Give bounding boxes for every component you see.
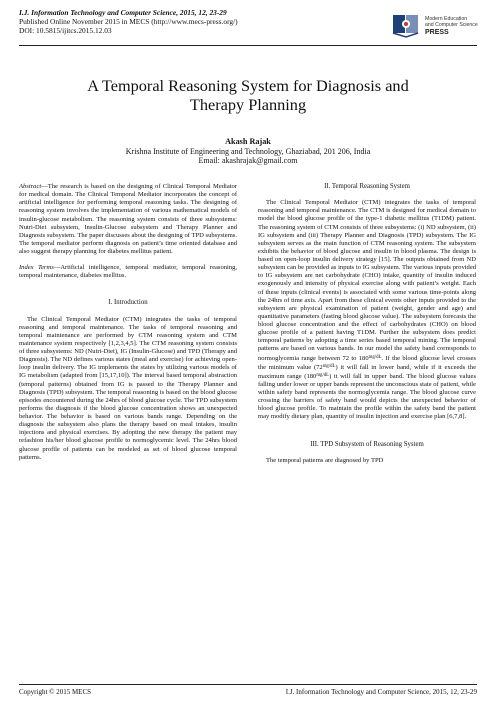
unit-mg-dl: mg/dL — [316, 372, 330, 378]
logo-press: PRESS — [425, 29, 449, 36]
section-heading-tpd: III. TPD Subsystem of Reasoning System — [310, 440, 424, 448]
index-terms-text: —Artificial intelligence, temporal mediator, temporal reasoning, temporal maintenance, diabetes mellitus. — [19, 264, 237, 280]
section-heading-introduction: I. Introduction — [108, 299, 148, 307]
author-block — [19, 137, 477, 166]
doi-line: DOI: 10.5815/ijitcs.2015.12.03 — [19, 26, 112, 35]
footer-copyright: Copyright © 2015 MECS — [19, 688, 92, 696]
index-terms — [19, 264, 237, 280]
section-heading-temporal-reasoning: II. Temporal Reasoning System — [324, 183, 410, 190]
unit-mg-dl: mg/dL — [368, 354, 382, 360]
published-online-line: Published Online November 2015 in MECS (http://www.mecs-press.org/) — [19, 17, 238, 26]
logo-text: Modern Education and Computer Science — [425, 16, 478, 28]
right-column — [258, 183, 476, 465]
author-name: Akash Rajak — [225, 137, 271, 146]
introduction-text: The Clinical Temporal Mediator (CTM) integrates the tasks of temporal reasoning and temporal maintenance. The tasks of temporal reasoning and temporal maintenance are performed by CTM reasoning system and CTM maintenance system respectively [1,2,3,4,5]. The CTM reasoning system consists of three subsystems: ND (Nutri-Diet), IG (Insulin-Glucose) and TPD (Therapy and Diagnosis). The ND defines various states (meal and exercise) for achieving open-loop insulin delivery. The IG implements the states by utilizing various models of IG metabolism (adapted from [15,17,10]). The interval based temporal abstraction (temporal patterns) obtained from IG is passed to the Therapy Planner and Diagnosis (TPD) subsystem. The temporal reasoning is based on the blood glucose episodes encountered during the 24hrs of blood glucose cycle. The TPD subsystem performs the diagnosis if the blood glucose concentration shows an unexpected behavior. The behavior is based on various bands range. Depending on the diagnosis the subsystem also plans the therapy based on meal intakes, insulin injections and physical exercises. By adopting the new therapy the patient may refashion his/her blood glucose profile to normoglycemic level. The 24hrs blood glucose profile of patients can be modeled as set of blood glucose temporal patterns. — [19, 315, 237, 461]
index-terms-label: Index Terms — [19, 264, 54, 272]
abstract — [19, 183, 237, 256]
abstract-text: —The research is based on the designing of Clinical Temporal Mediator for medical domain. The Clinical Temporal Mediator incorporates the concept of artificial intelligence for performing temporal reasoning tasks. The designing of reasoning system involves the implementation of various mathematical models of insulin-glucose metabolism. The reasoning system consists of three subsystems: Nutri-Diet subsystem, Insulin-Glucose subsystem and Therapy Planner and Diagnosis subsystem. The paper discusses about the designing of TPD subsystems. The temporal mediator perform diagnosis on patient’s time oriented database and also suggest therapy planning for diabetes mellitus patient. — [19, 183, 237, 255]
header-rule — [19, 45, 477, 46]
unit-mg-dl: mg/dL — [322, 363, 336, 369]
journal-citation: I.J. Information Technology and Computer Science, 2015, 12, 23-29 — [19, 8, 227, 17]
temporal-reasoning-text: The Clinical Temporal Mediator (CTM) integrates the tasks of temporal reasoning and temporal maintenance. The CTM is designed for medical domain to model the blood glucose profile of the type-1 diabetic mellitus (T1DM) patient. The reasoning system of CTM consists of three subsystems: (i) ND subsystem, (ii) IG subsystem and (iii) Therapy Planner and Diagnosis (TPD) subsystem. The IG subsystem serves as the main function of CTM reasoning system. The subsystem exhibits the behavior of blood glucose and insulin in blood plasma. The design is based on open-loop insulin delivery strategy [15]. The outputs obtained from ND subsystem can be provided as inputs to IG subsystem. The various inputs provided to IG subsystem are net carbohydrate (CHO) intake, quantity of insulin induced exogenously and intensity of physical exercise along with patient’s weight. Each of these inputs (clinical events) is associated with some various time-points along the 24hrs of time axis. Apart from these clinical events other inputs provided to the subsystem are physical examination of patient (weight, gender and age) and quantitative parameters (fasting blood glucose value). The subsystem forecasts the blood glucose concentration and the effect of carbohydrates (CHO) on blood glucose profile of a patient having T1DM. Further the subsystem does predict temporal patterns by adopting a time series based temporal mining. The temporal patterns are based on various bands. In our model the safety band corresponds to normoglycemia range between 72 to $180^{mg/dL}$. If the blood glucose level crosses the minimum value $(72^{mg/dL})$ it will fall in lower band, while if it exceeds the maximum range $(180^{mg/dL})$ it will fall in upper band. The blood glucose values falling under lower or upper bands represent the unconscious state of patient, while within safety band represents the normoglycemia range. The blood glucose curve crossing the barriers of safety band would depicts the unexpected behavior of blood glucose profile. To maintain the profile within the safety band the patient may modify dietary plan, quantity of insulin injection and exercise plan [6,7,8]. — [258, 199, 476, 421]
abstract-label: Abstract — [19, 183, 42, 190]
author-affiliation: Krishna Institute of Engineering and Technology, Ghaziabad, 201 206, India — [125, 146, 371, 156]
footer-rule — [19, 684, 477, 685]
author-email: Email: akashrajak@gmail.com — [198, 156, 298, 165]
paper-title: A Temporal Reasoning System for Diagnosis and Therapy Planning — [87, 76, 409, 114]
page-header — [19, 8, 477, 44]
publisher-logo — [391, 10, 477, 40]
tpd-text: The temporal patterns are diagnosed by TPD — [266, 456, 384, 464]
mecs-logo-icon — [391, 12, 421, 38]
footer-citation: I.J. Information Technology and Computer Science, 2015, 12, 23-29 — [285, 688, 477, 696]
left-column — [19, 183, 237, 462]
